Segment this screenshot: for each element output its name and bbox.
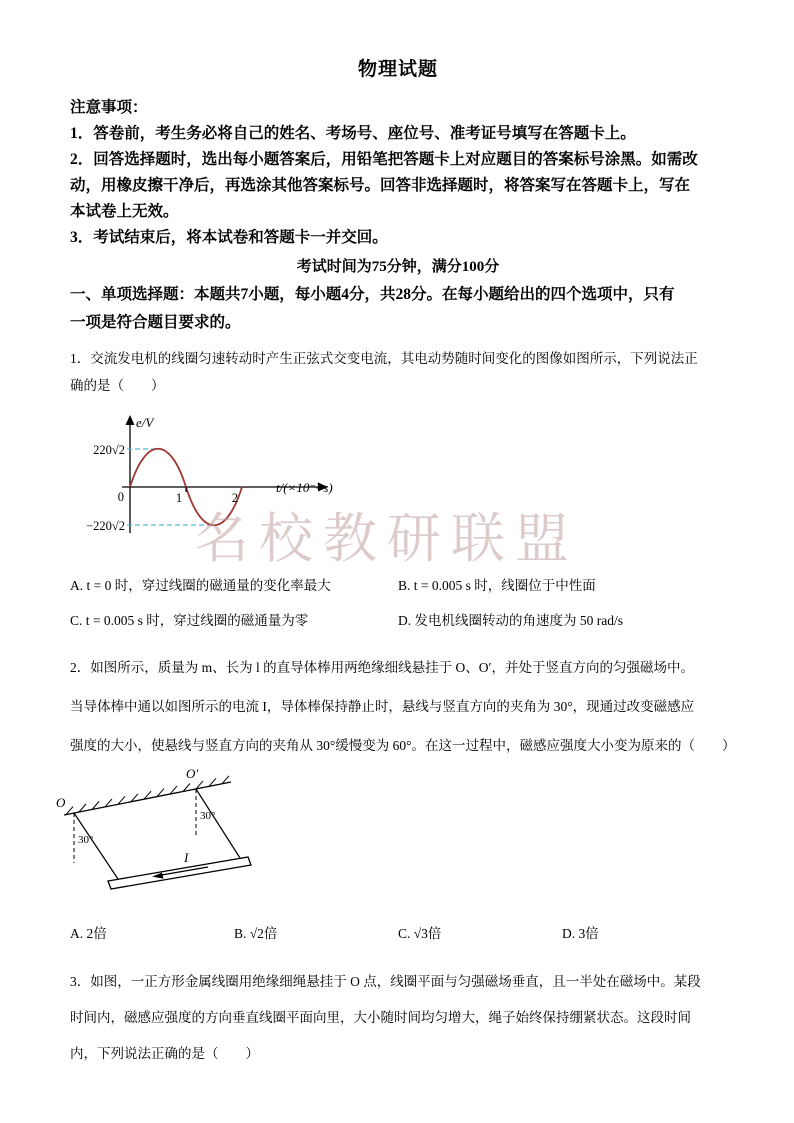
q2-option-a: A. 2倍 [70,926,107,941]
q2-option-b: B. √2倍 [234,926,278,941]
right-string [196,789,240,858]
watermark: 名校教研联盟 [195,509,579,569]
q1-option-a: A. t = 0 时，穿过线圈的磁通量的变化率最大 [70,578,331,593]
text-line: 动，用橡皮擦干净后，再选涂其他答案标号。回答非选择题时，将答案写在答题卡上，写在 [70,177,691,194]
sine-wave-chart [70,411,390,561]
document-title: 物理试题 [357,59,438,80]
anchor-o-label: O [56,795,66,810]
text-line: 确的是（ ） [70,378,165,393]
notice-item-2 [70,147,726,225]
origin-label: 0 [117,490,124,504]
current-label: I [184,850,189,865]
text-line: 2．回答选择题时，选出每小题答案后，用铅笔把答题卡上对应题目的答案标号涂黑。如需改 [70,151,698,168]
text-line: 本试卷上无效。 [70,203,179,220]
q1-option-c: C. t = 0.005 s 时，穿过线圈的磁通量为零 [70,613,309,628]
question-3-text [70,964,726,1072]
left-angle-label: 30° [78,834,94,846]
text-line: 时间内，磁感应强度的方向垂直线圈平面向里，大小随时间均匀增大，绳子始终保持绷紧状态。这段时间 [70,1010,691,1025]
question-2-options [70,918,726,950]
question-1-options [70,568,726,638]
notice-heading: 注意事项： [70,99,148,116]
y-axis-label: e/V [136,415,154,430]
conducting-rod [108,857,251,889]
q2-option-d: D. 3倍 [562,926,599,941]
text-line: 一项是符合题目要求的。 [70,314,241,331]
x-tick-2-label: 2 [231,491,239,505]
y-axis-arrow-icon [126,415,135,425]
notice-section [70,95,726,251]
x-axis-label: t/(×10⁻² s) [276,480,333,495]
trough-value-label: −220√2 [86,519,125,533]
notice-item-3: 3．考试结束后，将本试卷和答题卡一并交回。 [70,229,388,246]
ceiling-hatching [66,776,229,815]
x-tick-1-label: 1 [175,491,183,505]
section1-heading [70,281,726,337]
right-angle-label: 30° [200,810,216,822]
notice-item-1: 1．答卷前，考生务必将自己的姓名、考场号、座位号、准考证号填写在答题卡上。 [70,125,636,142]
anchor-o-prime-label: O′ [186,767,199,781]
q1-option-d: D. 发电机线圈转动的角速度为 50 rad/s [398,613,623,628]
suspended-rod-figure [56,767,316,907]
peak-value-label: 220√2 [93,443,125,457]
text-line: 1．交流发电机的线圈匀速转动时产生正弦式交变电流，其电动势随时间变化的图像如图所示，下列说法正 [70,351,698,366]
q2-rod-diagram [56,767,726,912]
q1-emf-time-graph [70,411,726,566]
left-string [74,813,118,879]
question-1-text [70,345,726,399]
q1-option-b: B. t = 0.005 s 时，线圈位于中性面 [398,578,596,593]
question-2-text [70,648,736,765]
text-line: 内，下列说法正确的是（ ） [70,1046,259,1061]
text-line: 当导体棒中通以如图所示的电流 I，导体棒保持静止时，悬线与竖直方向的夹角为 30°，现通过改变磁感应 [70,699,695,714]
text-line: 强度的大小，使悬线与竖直方向的夹角从 30°缓慢变为 60°。在这一过程中，磁感应强度大小变为原来的（ ） [70,738,736,753]
exam-duration-info: 考试时间为75分钟，满分100分 [296,259,500,275]
text-line: 3．如图，一正方形金属线圈用绝缘细绳悬挂于 O 点，线圈平面与匀强磁场垂直，且一半处在磁场中。某段 [70,974,701,989]
q2-option-c: C. √3倍 [398,926,442,941]
text-line: 2．如图所示，质量为 m、长为 l 的直导体棒用两绝缘细线悬挂于 O、O′，并处于竖直方向的匀强磁场中。 [70,660,694,675]
text-line: 一、单项选择题：本题共7小题，每小题4分，共28分。在每小题给出的四个选项中，只有 [70,286,675,303]
